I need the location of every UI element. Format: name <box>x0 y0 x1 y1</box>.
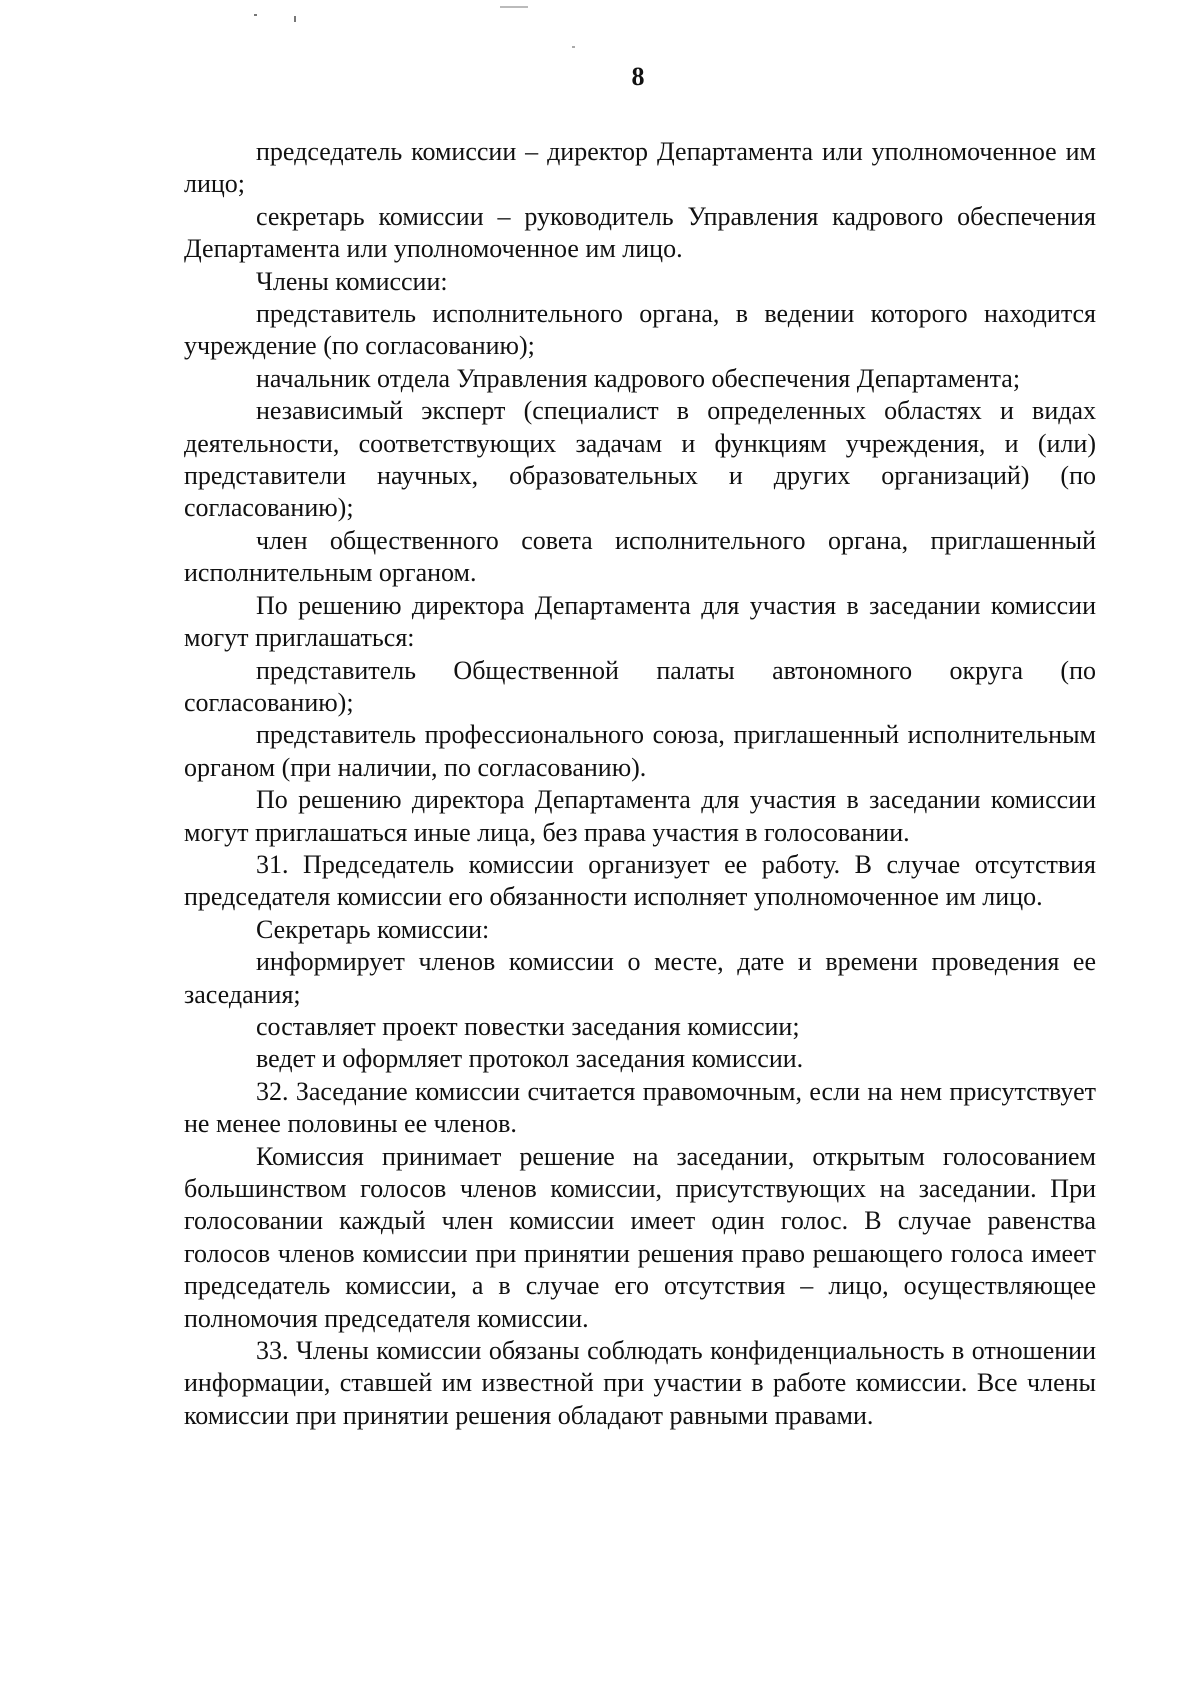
paragraph: Комиссия принимает решение на заседании, открытым голосованием большинством голосов членов комиссии, присутствующих на заседании. При голосовании каждый член комиссии имеет один голос. В случае равенства голосов членов комиссии при принятии решения право решающего голоса имеет председатель комиссии, а в случае его отсутствия – лицо, осуществляющее полномочия председателя комиссии. <box>184 1141 1096 1333</box>
paragraph: независимый эксперт (специалист в определенных областях и видах деятельности, соответствующих задачам и функциям учреждения, и (или) представители научных, образовательных и других организаций) (по согласованию); <box>184 396 1096 523</box>
paragraph: начальник отдела Управления кадрового обеспечения Департамента; <box>256 363 1021 393</box>
paragraph: секретарь комиссии – руководитель Управления кадрового обеспечения Департамента или уполномоченное им лицо. <box>184 201 1096 264</box>
document-body <box>184 136 1096 1432</box>
paragraph: 33. Члены комиссии обязаны соблюдать конфиденциальность в отношении информации, ставшей им известной при участии в работе комиссии. Все члены комиссии при принятии решения обладают равными правами. <box>184 1336 1096 1430</box>
scan-artifact <box>572 46 575 48</box>
paragraph: председатель комиссии – директор Департамента или уполномоченное им лицо; <box>184 137 1096 199</box>
scan-artifact <box>500 6 528 8</box>
paragraph: составляет проект повестки заседания комиссии; <box>256 1011 800 1041</box>
paragraph: информирует членов комиссии о месте, дате и времени проведения ее заседания; <box>184 947 1096 1009</box>
paragraph: По решению директора Департамента для участия в заседании комиссии могут приглашаться: <box>184 590 1096 653</box>
paragraph: представитель профессионального союза, приглашенный исполнительным органом (при наличии, по согласованию). <box>184 720 1096 782</box>
paragraph: Члены комиссии: <box>256 266 448 296</box>
paragraph: член общественного совета исполнительного органа, приглашенный исполнительным органом. <box>184 525 1096 588</box>
paragraph: 32. Заседание комиссии считается правомочным, если на нем присутствует не менее половины ее членов. <box>184 1076 1096 1139</box>
paragraph: представитель Общественной палаты автономного округа (по согласованию); <box>184 655 1096 717</box>
scan-artifact <box>294 16 296 22</box>
paragraph: По решению директора Департамента для участия в заседании комиссии могут приглашаться иные лица, без права участия в голосовании. <box>184 785 1096 847</box>
paragraph: 31. Председатель комиссии организует ее работу. В случае отсутствия председателя комиссии его обязанности исполняет уполномоченное им лицо. <box>184 849 1096 912</box>
paragraph: Секретарь комиссии: <box>256 914 490 944</box>
scan-artifact <box>254 14 257 16</box>
paragraph: представитель исполнительного органа, в ведении которого находится учреждение (по согласованию); <box>184 299 1096 361</box>
page-number: 8 <box>631 62 645 91</box>
paragraph: ведет и оформляет протокол заседания комиссии. <box>256 1044 804 1074</box>
